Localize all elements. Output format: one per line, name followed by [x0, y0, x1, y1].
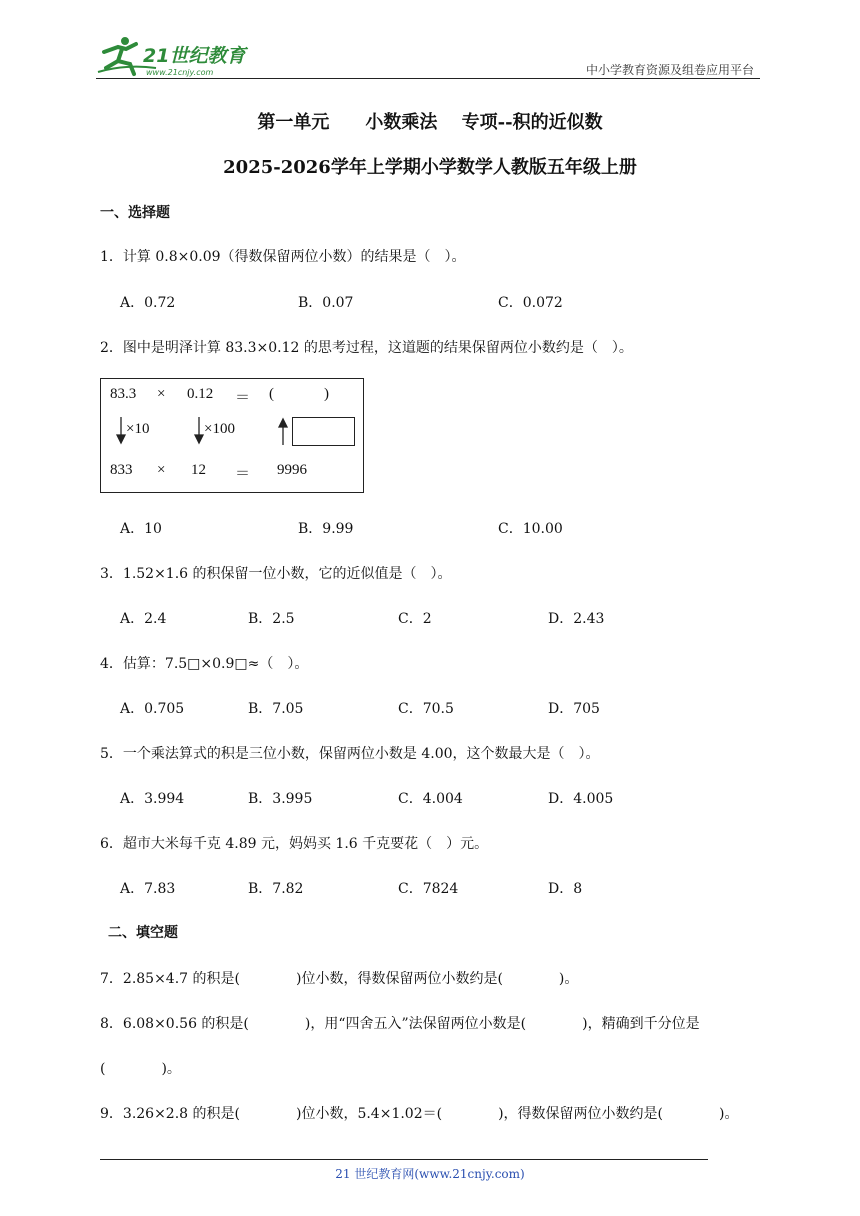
q4-option-a: A．0.705 — [120, 701, 185, 717]
q3-option-a: A．2.4 — [120, 611, 167, 627]
footer-divider — [100, 1159, 708, 1160]
diagram-factor-b: 0.12 — [187, 386, 214, 402]
q6-option-c: C．7824 — [398, 881, 459, 897]
diagram-left-paren: ( — [269, 386, 274, 402]
calculation-diagram — [100, 378, 364, 493]
q5-option-b: B．3.995 — [248, 791, 313, 807]
q6-option-d: D．8 — [548, 881, 583, 897]
question-6: 6．超市大米每千克 4.89 元，妈妈买 1.6 千克要花（ ）元。 — [100, 836, 489, 852]
question-4: 4．估算：7.5□×0.9□≈（ ）。 — [100, 656, 309, 672]
diagram-equals-top: ＝ — [235, 390, 251, 406]
site-logo — [96, 34, 256, 78]
q5-option-d: D．4.005 — [548, 791, 614, 807]
diagram-times-bottom: × — [157, 462, 166, 478]
question-1: 1．计算 0.8×0.09（得数保留两位小数）的结果是（ ）。 — [100, 249, 466, 265]
question-8-continued: ( )。 — [100, 1061, 181, 1077]
logo-text: 21世纪教育 — [143, 45, 246, 67]
q4-option-c: C．70.5 — [398, 701, 454, 717]
diagram-answer-box — [292, 417, 355, 446]
document-subtitle: 2025-2026学年上学期小学数学人教版五年级上册 — [223, 157, 637, 178]
question-9: 9．3.26×2.8 的积是( )位小数，5.4×1.02＝( )，得数保留两位小数约是( )。 — [100, 1106, 739, 1122]
diagram-multiplier-2: ×100 — [204, 421, 235, 437]
q1-option-c: C．0.072 — [498, 295, 563, 311]
diagram-product-b: 12 — [191, 462, 206, 478]
q2-option-b: B．9.99 — [298, 521, 354, 537]
question-8: 8．6.08×0.56 的积是( )，用“四舍五入”法保留两位小数是( )，精确到千分位是 — [100, 1016, 700, 1032]
q6-option-a: A．7.83 — [120, 881, 176, 897]
question-3: 3．1.52×1.6 的积保留一位小数，它的近似值是（ ）。 — [100, 566, 452, 582]
q3-option-d: D．2.43 — [548, 611, 605, 627]
diagram-right-paren: ) — [324, 386, 329, 402]
logo-url: www.21cnjy.com — [146, 68, 214, 77]
q4-option-b: B．7.05 — [248, 701, 304, 717]
footer-link[interactable]: 21 世纪教育网(www.21cnjy.com) — [335, 1167, 525, 1181]
diagram-equals-bottom: ＝ — [235, 466, 251, 482]
question-7: 7．2.85×4.7 的积是( )位小数，得数保留两位小数约是( )。 — [100, 971, 579, 987]
diagram-result: 9996 — [277, 462, 307, 478]
section-heading-choice: 一、选择题 — [100, 205, 170, 221]
q4-option-d: D．705 — [548, 701, 600, 717]
q2-option-c: C．10.00 — [498, 521, 563, 537]
question-5: 5．一个乘法算式的积是三位小数，保留两位小数是 4.00，这个数最大是（ ）。 — [100, 746, 600, 762]
diagram-times-top: × — [157, 386, 166, 402]
site-tagline: 中小学教育资源及组卷应用平台 — [585, 63, 754, 77]
question-2: 2．图中是明泽计算 83.3×0.12 的思考过程，这道题的结果保留两位小数约是（ ）。 — [100, 340, 633, 356]
q5-option-a: A．3.994 — [120, 791, 185, 807]
diagram-product-a: 833 — [110, 462, 133, 478]
q3-option-b: B．2.5 — [248, 611, 295, 627]
q6-option-b: B．7.82 — [248, 881, 304, 897]
q5-option-c: C．4.004 — [398, 791, 463, 807]
diagram-multiplier-1: ×10 — [126, 421, 150, 437]
diagram-factor-a: 83.3 — [110, 386, 137, 402]
q2-option-a: A．10 — [120, 521, 162, 537]
q3-option-c: C．2 — [398, 611, 432, 627]
section-heading-fill: 二、填空题 — [108, 925, 178, 941]
q1-option-b: B．0.07 — [298, 295, 354, 311]
document-title: 第一单元 小数乘法 专项--积的近似数 — [257, 112, 603, 133]
header-divider — [96, 78, 760, 79]
q1-option-a: A．0.72 — [120, 295, 176, 311]
